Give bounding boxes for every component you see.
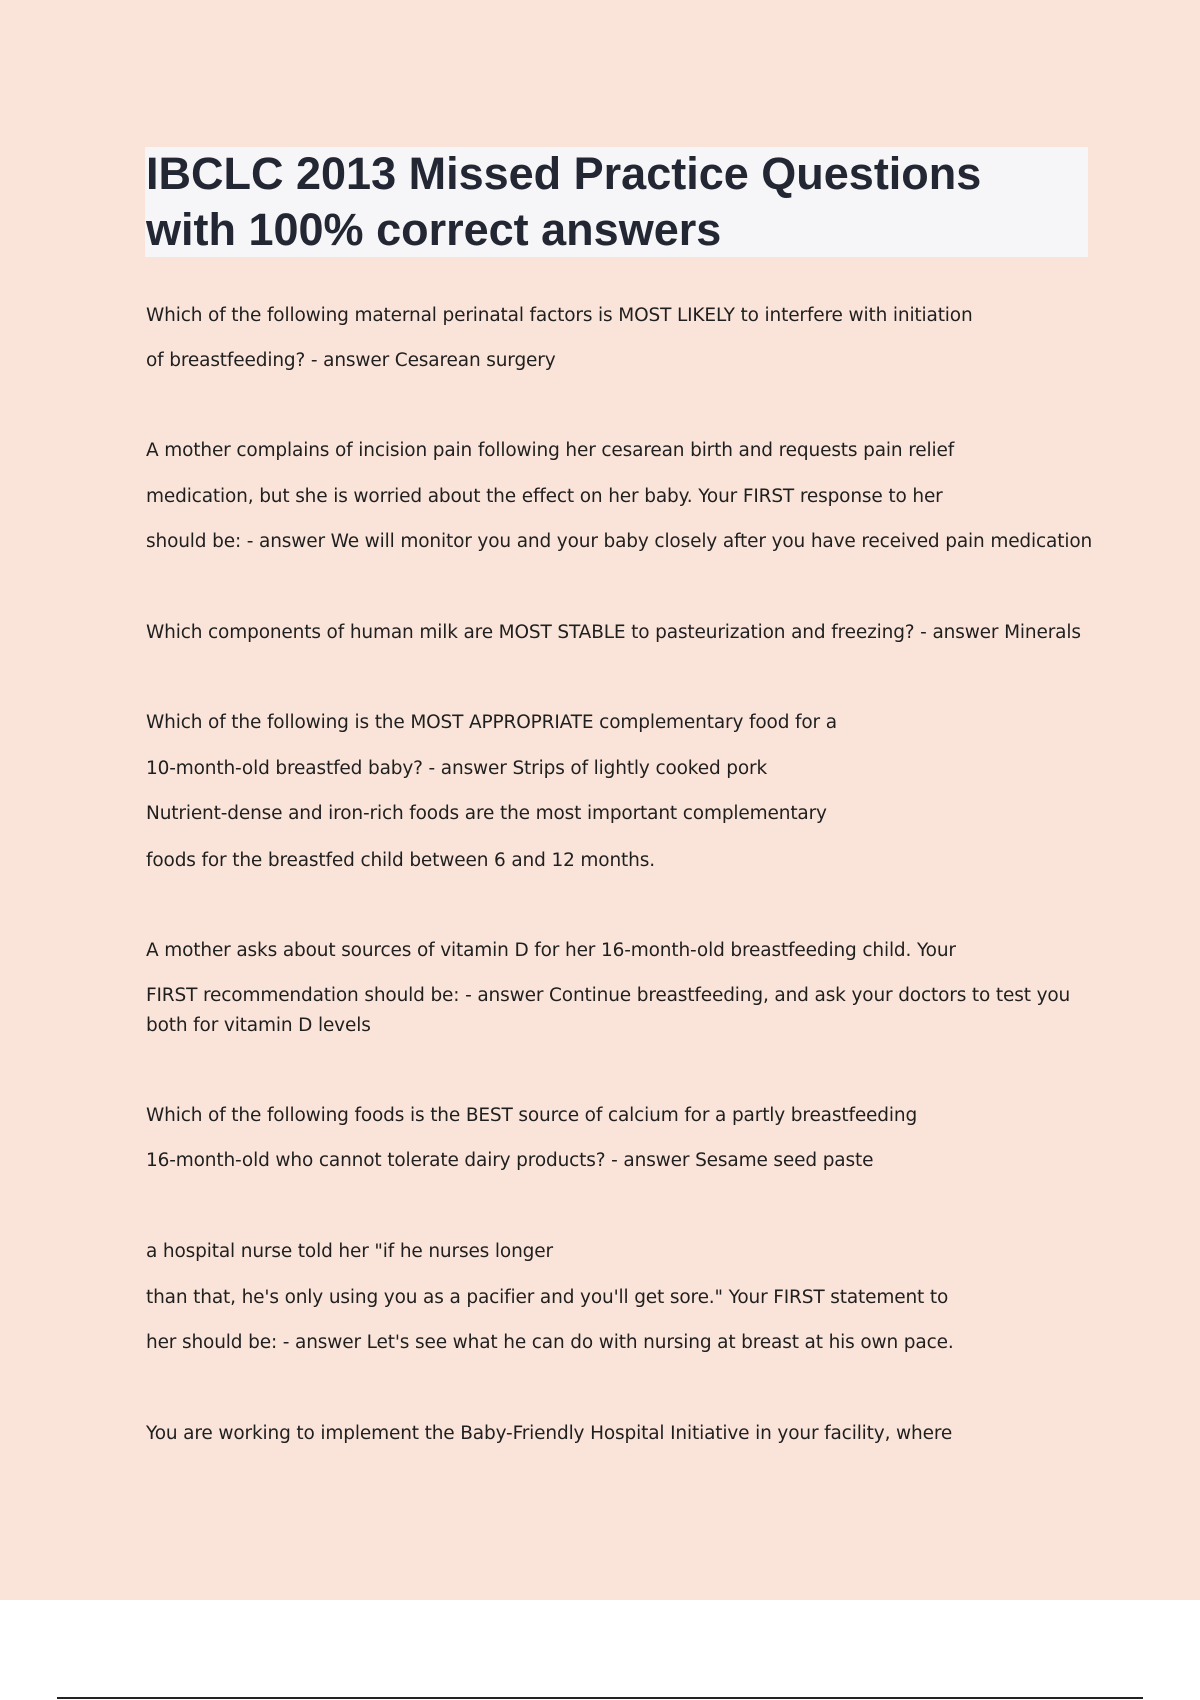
footer-divider <box>57 1697 1143 1699</box>
question-4-line-3: Nutrient-dense and iron-rich foods are the most important complementary <box>146 803 827 824</box>
question-7-line-2: than that, he's only using you as a pacifier and you'll get sore." Your FIRST statement to <box>146 1287 949 1308</box>
question-6-line-2: 16-month-old who cannot tolerate dairy products? - answer Sesame seed paste <box>146 1150 874 1171</box>
question-4-line-4: foods for the breastfed child between 6 and 12 months. <box>146 850 655 871</box>
question-3-line-1: Which components of human milk are MOST STABLE to pasteurization and freezing? - answer Minerals <box>146 622 1081 643</box>
question-5-line-3: both for vitamin D levels <box>146 1015 371 1036</box>
question-4-line-1: Which of the following is the MOST APPROPRIATE complementary food for a <box>146 712 837 733</box>
page-title-line-1: IBCLC 2013 Missed Practice Questions <box>146 148 982 199</box>
question-1-line-2: of breastfeeding? - answer Cesarean surgery <box>146 350 556 371</box>
page-title-line-2: with 100% correct answers <box>146 204 722 255</box>
question-4-line-2: 10-month-old breastfed baby? - answer Strips of lightly cooked pork <box>146 758 768 779</box>
question-2-line-3: should be: - answer We will monitor you and your baby closely after you have received pain medication <box>146 531 1093 552</box>
question-7-line-3: her should be: - answer Let's see what he can do with nursing at breast at his own pace. <box>146 1332 954 1353</box>
question-7-line-1: a hospital nurse told her "if he nurses longer <box>146 1241 553 1262</box>
question-2-line-1: A mother complains of incision pain following her cesarean birth and requests pain relief <box>146 440 955 461</box>
question-1-line-1: Which of the following maternal perinatal factors is MOST LIKELY to interfere with initiation <box>146 305 973 326</box>
question-5-line-2: FIRST recommendation should be: - answer Continue breastfeeding, and ask your doctors to test you <box>146 985 1071 1006</box>
question-5-line-1: A mother asks about sources of vitamin D for her 16-month-old breastfeeding child. Your <box>146 940 956 961</box>
question-6-line-1: Which of the following foods is the BEST source of calcium for a partly breastfeeding <box>146 1105 918 1126</box>
question-2-line-2: medication, but she is worried about the effect on her baby. Your FIRST response to her <box>146 486 943 507</box>
question-8-line-1: You are working to implement the Baby-Friendly Hospital Initiative in your facility, where <box>146 1423 953 1444</box>
